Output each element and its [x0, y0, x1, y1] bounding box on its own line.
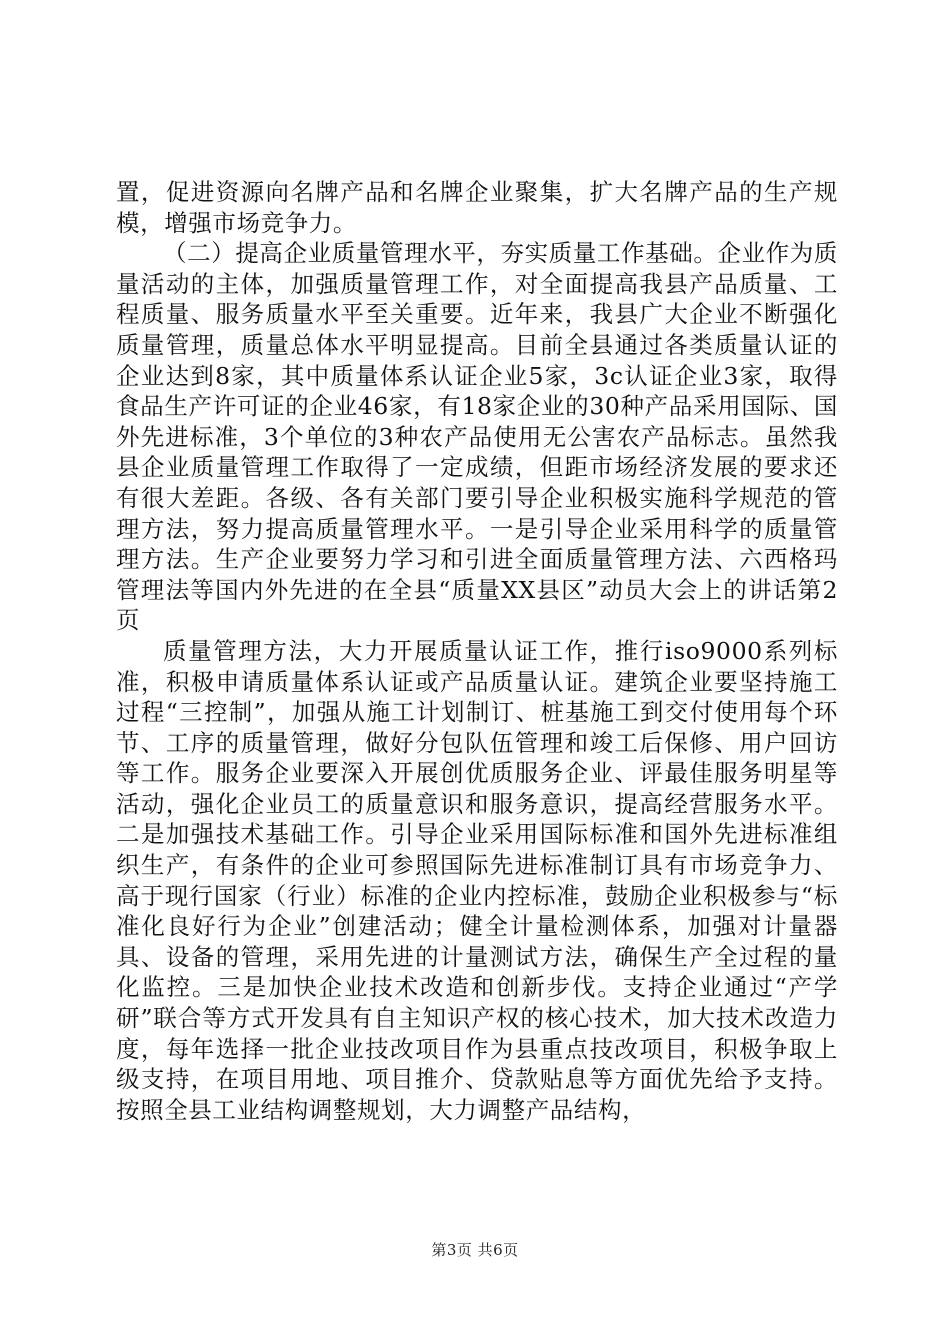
page-footer: [0, 1240, 950, 1260]
paragraph-continuation: 置，促进资源向名牌产品和名牌企业聚集，扩大名牌产品的生产规模，增强市场竞争力。: [116, 178, 838, 237]
document-body: [116, 177, 838, 1125]
paragraph-quality-methods: 质量管理方法，大力开展质量认证工作，推行iso9000系列标准，积极申请质量体系认证或产品质量认证。建筑企业要坚持施工过程“三控制”，加强从施工计划制订、桩基施工到交付使用每个环节、工序的质量管理，做好分包队伍管理和竣工后保修、用户回访等工作。服务企业要深入开展创优质服务企业、评最佳服务明星等活动，强化企业员工的质量意识和服务意识，提高经营服务水平。二是加强技术基础工作。引导企业采用国际标准和国外先进标准组织生产，有条件的企业可参照国际先进标准制订具有市场竞争力、高于现行国家（行业）标准的企业内控标准，鼓励企业积极参与“标准化良好行为企业”创建活动；健全计量检测体系，加强对计量器具、设备的管理，采用先进的计量测试方法，确保生产全过程的量化监控。三是加快企业技术改造和创新步伐。支持企业通过“产学研”联合等方式开发具有自主知识产权的核心技术，加大技术改造力度，每年选择一批企业技改项目作为县重点技改项目，积极争取上级支持，在项目用地、项目推介、贷款贴息等方面优先给予支持。按照全县工业结构调整规划，大力调整产品结构，: [116, 636, 838, 1124]
paragraph-quality-management: （二）提高企业质量管理水平，夯实质量工作基础。企业作为质量活动的主体，加强质量管理工作，对全面提高我县产品质量、工程质量、服务质量水平至关重要。近年来，我县广大企业不断强化质量管理，质量总体水平明显提高。目前全县通过各类质量认证的企业达到8家，其中质量体系认证企业5家，3c认证企业3家，取得食品生产许可证的企业46家，有18家企业的30种产品采用国际、国外先进标准，3个单位的3种农产品使用无公害农产品标志。虽然我县企业质量管理工作取得了一定成绩，但距市场经济发展的要求还有很大差距。各级、各有关部门要引导企业积极实施科学规范的管理方法，努力提高质量管理水平。一是引导企业采用科学的质量管理方法。生产企业要努力学习和引进全面质量管理方法、六西格玛管理法等国内外先进的在全县“质量XX县区”动员大会上的讲话第2页: [116, 239, 838, 635]
page-number-label: 第3页 共6页: [431, 1241, 519, 1259]
